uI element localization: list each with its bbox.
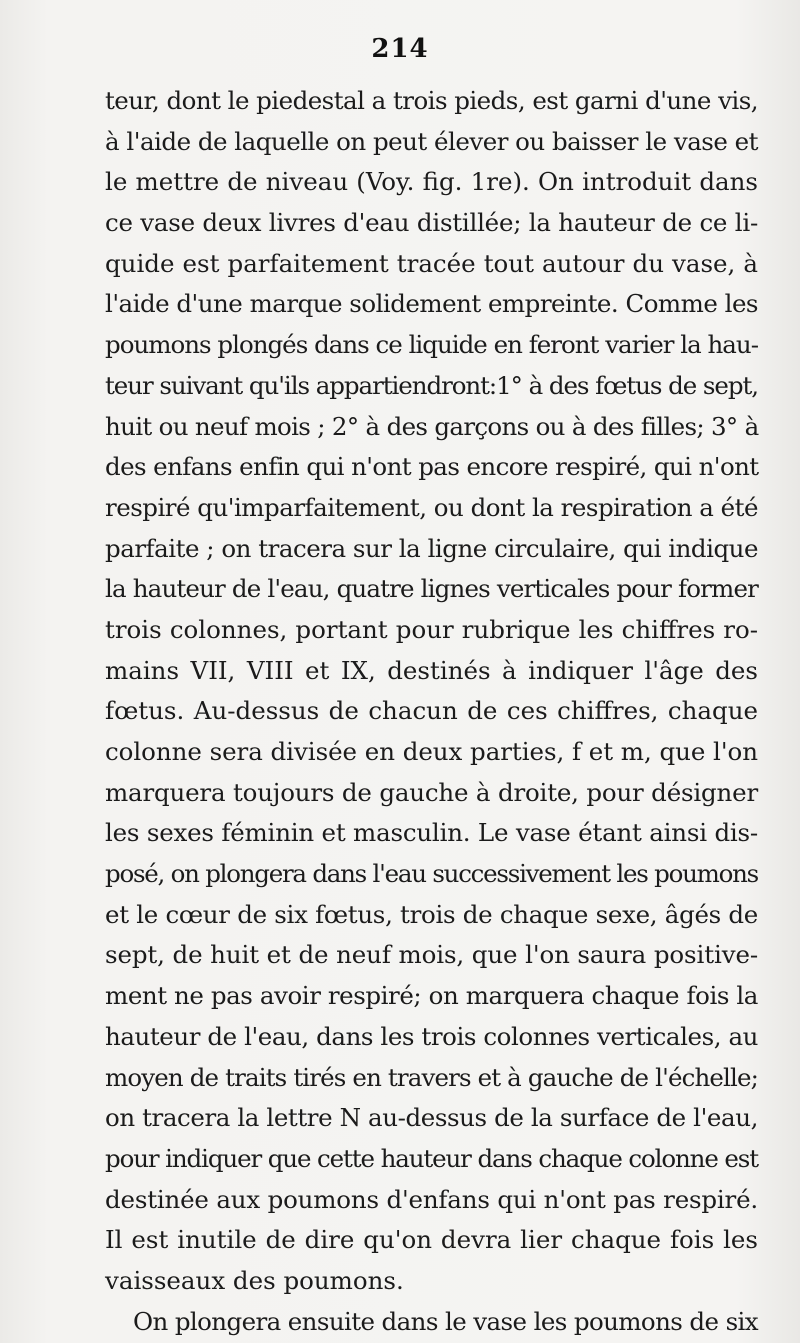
text-line: mains VII, VIII et IX, destinés à indiquer l'âge des xyxy=(105,655,758,685)
text-line: et le cœur de six fœtus, trois de chaque sexe, âgés de xyxy=(105,899,759,929)
text-line: moyen de traits tirés en travers et à gauche de l'échelle; xyxy=(105,1062,758,1092)
text-line: vaisseaux des poumons. xyxy=(105,1265,404,1295)
text-line: ce vase deux livres d'eau distillée; la hauteur de ce li- xyxy=(105,208,758,238)
text-line: pour indiquer que cette hauteur dans chaque colonne est xyxy=(105,1143,758,1173)
body-text xyxy=(105,81,758,1342)
text-line: respiré qu'imparfaitement, ou dont la respiration a été xyxy=(105,492,758,522)
text-line: fœtus. Au-dessus de chacun de ces chiffres, chaque xyxy=(105,696,758,726)
text-line: des enfans enfin qui n'ont pas encore respiré, qui n'ont xyxy=(105,452,759,482)
text-line: quide est parfaitement tracée tout autour du vase, à xyxy=(105,248,758,278)
text-line: posé, on plongera dans l'eau successivement les poumons xyxy=(105,859,758,889)
text-line: teur suivant qu'ils appartiendront:1° à des fœtus de sept, xyxy=(105,370,758,400)
text-line: les sexes féminin et masculin. Le vase étant ainsi dis- xyxy=(105,818,758,848)
text-line: trois colonnes, portant pour rubrique les chiffres ro- xyxy=(105,614,758,644)
text-line: à l'aide de laquelle on peut élever ou baisser le vase et xyxy=(105,126,758,156)
text-line: ment ne pas avoir respiré; on marquera chaque fois la xyxy=(105,981,758,1011)
text-line: marquera toujours de gauche à droite, pour désigner xyxy=(105,777,758,807)
text-line: l'aide d'une marque solidement empreinte. Comme les xyxy=(105,289,758,319)
text-line: On plongera ensuite dans le vase les poumons de six xyxy=(133,1306,758,1336)
text-line: sept, de huit et de neuf mois, que l'on saura positive- xyxy=(105,940,759,970)
text-line: parfaite ; on tracera sur la ligne circulaire, qui indique xyxy=(105,533,758,563)
text-line: Il est inutile de dire qu'on devra lier chaque fois les xyxy=(105,1225,758,1255)
text-line: la hauteur de l'eau, quatre lignes verticales pour former xyxy=(105,574,758,604)
text-line: destinée aux poumons d'enfans qui n'ont pas respiré. xyxy=(105,1184,758,1214)
text-line: colonne sera divisée en deux parties, f et m, que l'on xyxy=(105,737,758,766)
text-line: hauteur de l'eau, dans les trois colonnes verticales, au xyxy=(105,1021,758,1051)
page-number: 214 xyxy=(371,34,429,64)
text-line: on tracera la lettre N au-dessus de la surface de l'eau, xyxy=(105,1103,758,1133)
text-line: huit ou neuf mois ; 2° à des garçons ou à des filles; 3° à xyxy=(105,411,759,441)
text-line: le mettre de niveau (Voy. fig. 1re). On introduit dans xyxy=(105,167,758,197)
text-line: poumons plongés dans ce liquide en feront varier la hau- xyxy=(105,330,758,360)
text-line: teur, dont le piedestal a trois pieds, est garni d'une vis, xyxy=(105,86,758,115)
